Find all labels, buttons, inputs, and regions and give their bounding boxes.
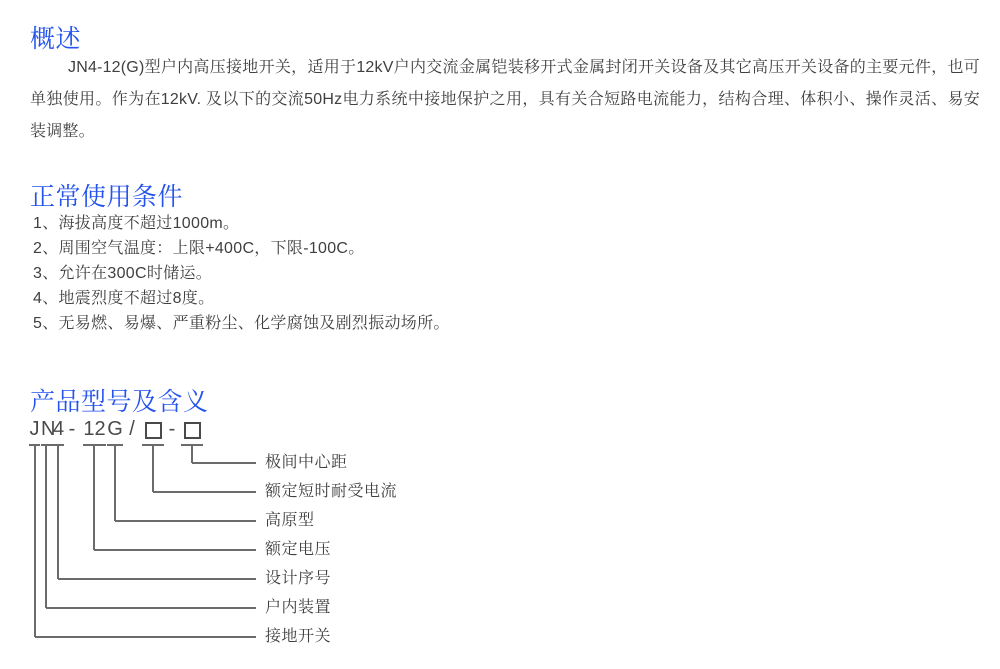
leader-vertical-line	[34, 445, 36, 637]
model-code-char: N	[41, 418, 56, 440]
model-meaning-label: 户内装置	[265, 599, 332, 616]
model-meaning-label: 高原型	[265, 512, 315, 529]
model-code-char: -	[68, 418, 76, 440]
model-code-char: 4	[53, 418, 65, 440]
condition-item: 1、海拔高度不超过1000m。	[33, 215, 240, 232]
model-code-char: /	[129, 418, 135, 440]
leader-vertical-line	[191, 445, 193, 463]
leader-horizontal-line	[115, 520, 256, 522]
model-code-char: 12	[83, 418, 106, 440]
model-meaning-label: 额定短时耐受电流	[265, 483, 398, 500]
leader-vertical-line	[57, 445, 59, 579]
leader-horizontal-line	[58, 578, 256, 580]
model-code-char: -	[168, 418, 176, 440]
overview-heading: 概述	[30, 25, 82, 53]
model-code-box	[184, 422, 201, 439]
model-meaning-label: 接地开关	[265, 628, 332, 645]
model-code-char: J	[29, 418, 40, 440]
model-code-char: G	[107, 418, 123, 440]
model-heading: 产品型号及含义	[30, 388, 209, 416]
condition-item: 5、无易燃、易爆、严重粉尘、化学腐蚀及剧烈振动场所。	[33, 315, 450, 332]
condition-item: 4、地震烈度不超过8度。	[33, 290, 215, 307]
leader-horizontal-line	[192, 462, 256, 464]
leader-horizontal-line	[46, 607, 256, 609]
model-meaning-label: 设计序号	[265, 570, 332, 587]
model-code-box	[145, 422, 162, 439]
conditions-heading: 正常使用条件	[30, 183, 184, 211]
leader-vertical-line	[152, 445, 154, 492]
leader-horizontal-line	[35, 636, 256, 638]
condition-item: 3、允许在300C时储运。	[33, 265, 213, 282]
overview-paragraph: JN4-12(G)型户内高压接地开关，适用于12kV户内交流金属铠装移开式金属封闭开关设备及其它高压开关设备的主要元件，也可单独使用。作为在12kV. 及以下的交流50Hz电力系统中接地保护之用，具有关合短路电流能力，结构合理、体积小、操作灵活、易安装调整。	[30, 59, 980, 140]
leader-horizontal-line	[94, 549, 256, 551]
condition-item: 2、周围空气温度：上限+400C，下限-100C。	[33, 240, 365, 257]
model-meaning-label: 额定电压	[265, 541, 332, 558]
leader-vertical-line	[114, 445, 116, 521]
leader-horizontal-line	[153, 491, 256, 493]
segment-tick-line	[41, 444, 53, 446]
leader-vertical-line	[93, 445, 95, 550]
model-meaning-label: 极间中心距	[265, 454, 348, 471]
leader-vertical-line	[45, 445, 47, 608]
